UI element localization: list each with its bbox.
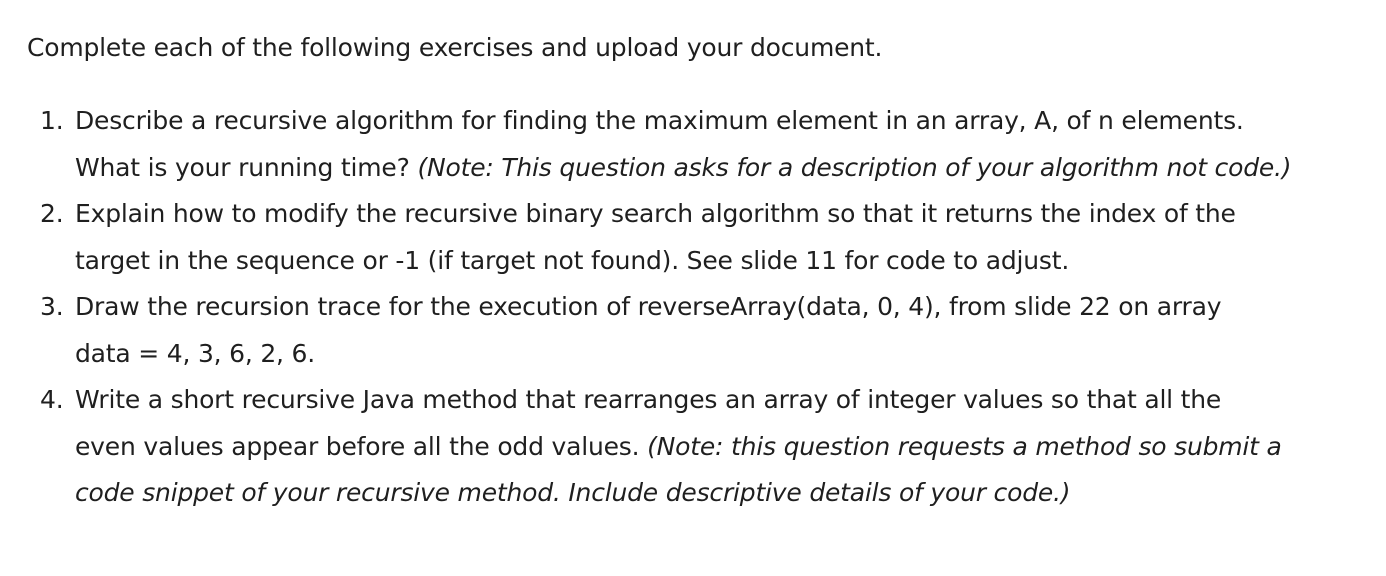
exercise-number: 2. xyxy=(40,199,64,228)
exercise-line xyxy=(75,98,1386,145)
exercise-line xyxy=(75,470,1386,517)
exercise-number: 1. xyxy=(40,106,64,135)
exercise-line xyxy=(75,331,1386,378)
exercise-line xyxy=(75,238,1386,285)
exercise-item xyxy=(0,98,1386,191)
exercise-text: Describe a recursive algorithm for finding the maximum element in an array, A, of n elements. xyxy=(75,106,1244,135)
exercise-text: Draw the recursion trace for the execution of reverseArray(data, 0, 4), from slide 22 on array xyxy=(75,292,1222,321)
exercise-number: 3. xyxy=(40,292,64,321)
exercise-line xyxy=(75,284,1386,331)
exercise-text: What is your running time? xyxy=(75,152,418,182)
exercise-item xyxy=(0,191,1386,284)
exercise-item xyxy=(0,284,1386,377)
exercise-text: Explain how to modify the recursive binary search algorithm so that it returns the index of the xyxy=(75,199,1236,228)
exercise-line xyxy=(75,424,1386,471)
exercise-text: target in the sequence or -1 (if target not found). See slide 11 for code to adjust. xyxy=(75,245,1070,275)
exercise-note: code snippet of your recursive method. Include descriptive details of your code.) xyxy=(75,478,1071,507)
exercise-text: even values appear before all the odd values. xyxy=(75,431,648,461)
exercise-note: (Note: this question requests a method so submit a xyxy=(647,431,1282,461)
instructions-text: Complete each of the following exercises and upload your document. xyxy=(27,33,883,62)
exercise-number: 4. xyxy=(40,385,64,414)
exercise-list xyxy=(0,98,1386,517)
exercise-line xyxy=(75,191,1386,238)
exercise-item xyxy=(0,377,1386,517)
exercise-line xyxy=(75,377,1386,424)
exercise-text: Write a short recursive Java method that rearranges an array of integer values so that all the xyxy=(75,385,1222,414)
exercise-note: (Note: This question asks for a description of your algorithm not code.) xyxy=(417,152,1292,182)
exercise-line xyxy=(75,145,1386,192)
exercise-text: data = 4, 3, 6, 2, 6. xyxy=(75,338,316,368)
